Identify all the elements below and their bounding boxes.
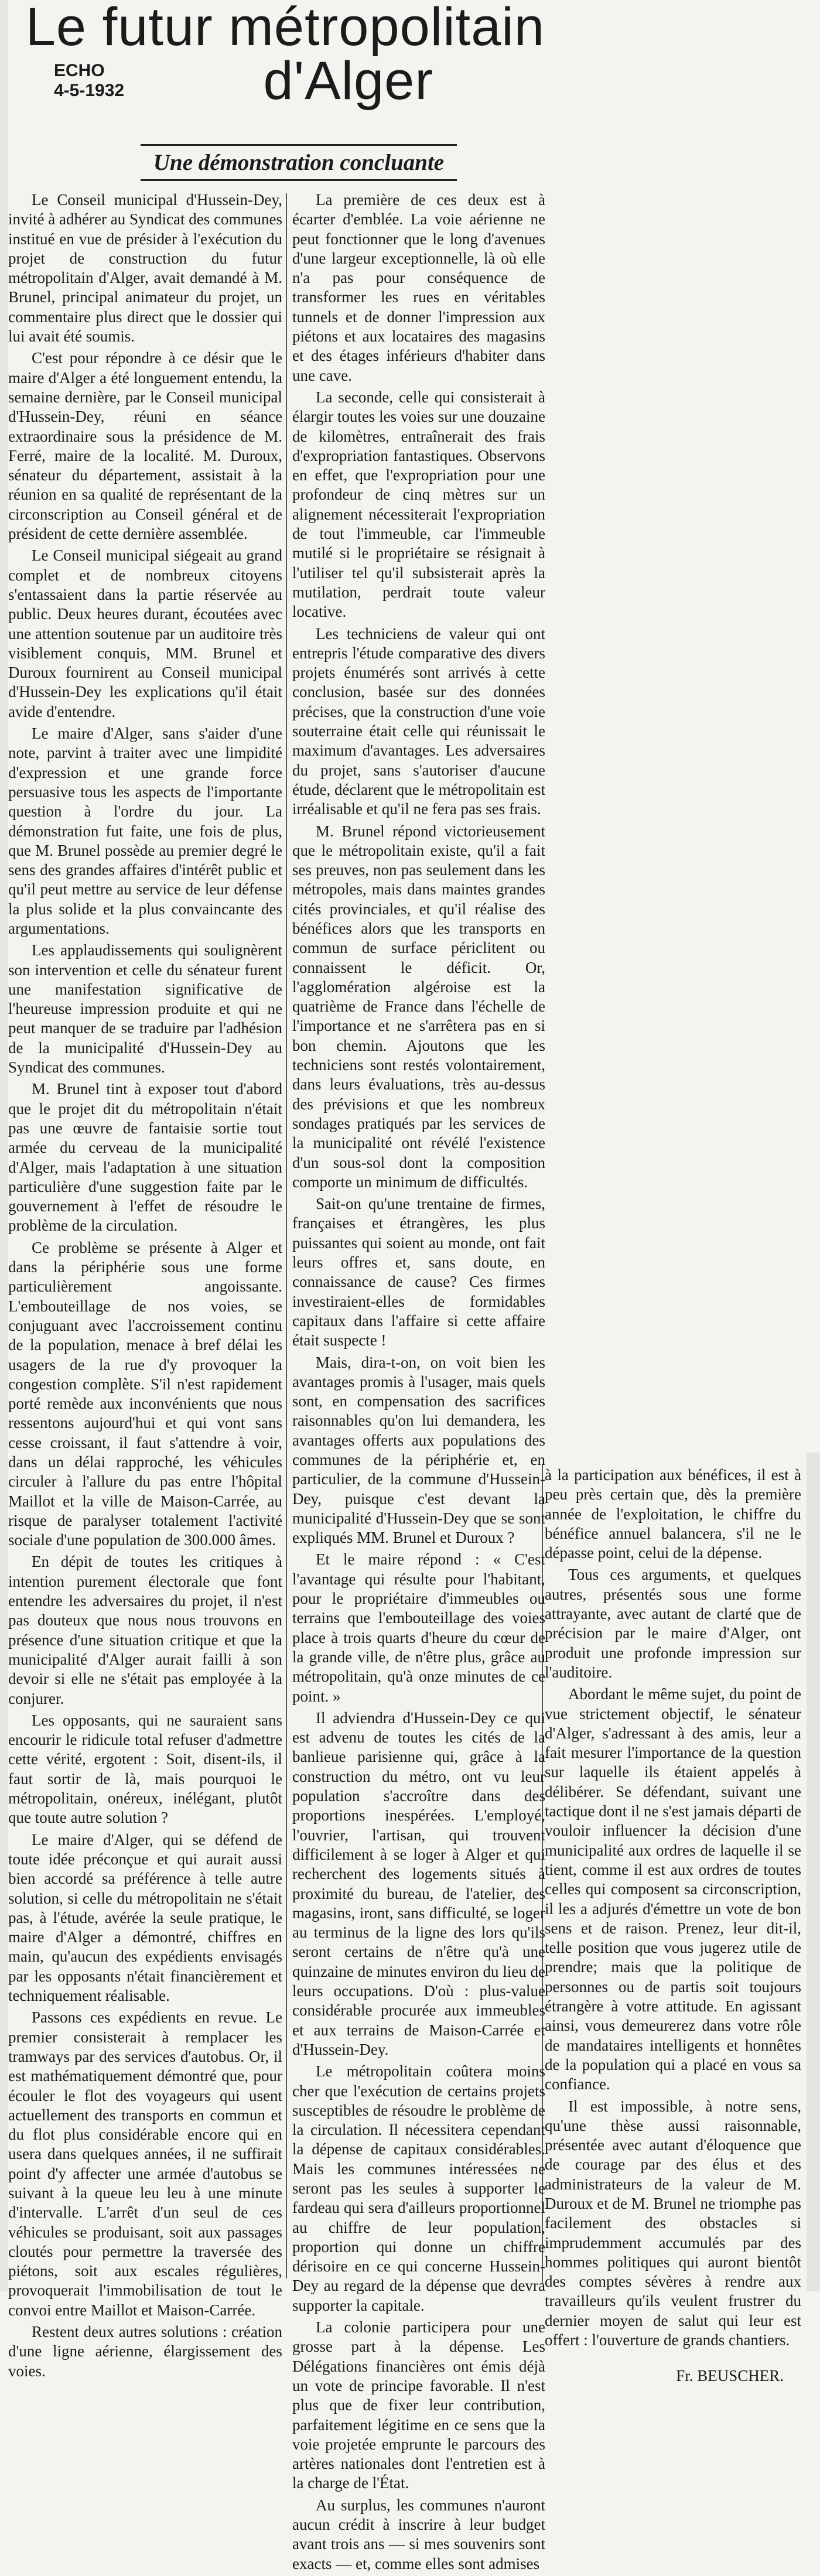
paragraph: Le métropolitain coûtera moins cher que l'exécution de certains projets susceptibles de résoudre le problème de la circulation. Il nécessitera cependant la dépense de capitaux considérables. Mais les communes intéressées ne seront pas les seules à supporter le fardeau qui sera d'ailleurs proportionnel au chiffre de leur population, proportion qui donne un chiffre dérisoire en ce qui concerne Hussein-Dey au regard de la dépense que devra supporter la capitale. [292, 2062, 545, 2314]
paragraph: Au surplus, les communes n'auront aucun crédit à inscrire à leur budget avant trois ans — si mes souvenirs sont exacts — et, comme elles sont admises [292, 2496, 545, 2572]
author-signature: Fr. BEUSCHER. [676, 2367, 784, 2385]
paragraph: Sait-on qu'une trentaine de firmes, françaises et étrangères, les plus puissantes qui soient au monde, ont fait leurs offres et, sans doute, en connaissance de cause? Ces firmes investiraient-elles de formidables capitaux dans l'affaire si cette affaire était suspecte ! [292, 1195, 545, 1350]
paragraph: M. Brunel répond victorieusement que le métropolitain existe, qu'il a fait ses preuves, non pas seulement dans les métropoles, mais dans maintes grandes cités provinciales, et qu'il réalise des bénéfices alors que les transports en commun de surface périclitent ou connaissent le déficit. Or, l'agglomération algéroise est la quatrième de France dans l'échelle de l'importance et ne s'arrêtera pas en si bon chemin. Ajoutons que les techniciens sont restés volontairement, dans leurs évaluations, très au-dessus des prévisions et que les nombreux sondages pratiqués par les services de la municipalité ont révélé l'existence d'un sous-sol dont la composition comporte un minimum de difficultés. [292, 822, 545, 1191]
source-name: ECHO [54, 61, 105, 80]
paragraph: Restent deux autres solutions : création d'une ligne aérienne, élargissement des voies. [8, 2323, 282, 2380]
paragraph: Passons ces expédients en revue. Le premier consisterait à remplacer les tramways par des services d'autobus. Or, il est mathématiquement démontré que, pour écouler le flot des voyageurs qui usent actuellement des transports en commun et du flot plus considérable encore qui en usera dans quelques années, il ne suffirait point d'y affecter une armée d'autobus se suivant à la queue leu leu à une minute d'intervalle. L'arrêt d'un seul de ces véhicules se produisant, soit aux passages cloutés pour permettre la traversée des piétons, soit aux escales régulières, provoquerait l'immobilisation de tout le convoi entre Maillot et Maison-Carrée. [8, 2008, 282, 2319]
paragraph: Tous ces arguments, et quelques autres, présentés sous une forme attrayante, avec autant de clarté que de précision par le maire d'Alger, ont produit une profonde impression sur l'auditoire. [545, 1566, 801, 1681]
paragraph: Les applaudissements qui soulignèrent son intervention et celle du sénateur furent une manifestation significative de l'heureuse impression produite et qui ne peut manquer de se traduire par l'adhésion de la municipalité d'Hussein-Dey au Syndicat des communes. [8, 941, 282, 1077]
scan-edge-shadow [0, 0, 8, 2291]
paragraph: Abordant le même sujet, du point de vue strictement objectif, le sénateur d'Alger, s'adressant à des amis, leur a fait mesurer l'importance de la question sur laquelle ils étaient appelés à délibérer. Se défendant, suivant une tactique dont il ne s'est jamais départi de vouloir influencer la décision d'une municipalité aux ordres de laquelle il se tient, comme il est aux ordres de toutes celles qui composent sa circonscription, il les a adjurés d'émettre un vote de bon sens et de raison. Prenez, leur dit-il, telle position que vous jugerez utile de prendre; mais que la politique de personnes ou de partis soit toujours étrangère à votre attitude. En agissant ainsi, vous demeurerez dans votre rôle de mandataires intelligents et honnêtes de la population qui a placé en vous sa confiance. [545, 1685, 801, 2093]
paragraph: Et le maire répond : « C'est l'avantage qui résulte pour l'habitant, pour le propriétaire d'immeubles ou terrains que l'embouteillage des voies place à trois quarts d'heure du cœur de la grande ville, de n'être plus, grâce au métropolitain, qu'à onze minutes de ce point. » [292, 1550, 545, 1705]
paragraph: à la participation aux bénéfices, il est à peu près certain que, dès la première année de l'exploitation, le chiffre du bénéfice annuel balancera, s'il ne le dépasse point, celui de la dépense. [545, 1466, 801, 1562]
paragraph: Le Conseil municipal siégeait au grand complet et de nombreux citoyens s'entassaient dans la partie réservée au public. Deux heures durant, écoutées avec une attention soutenue par un auditoire très visiblement conquis, MM. Brunel et Duroux fournirent au Conseil municipal d'Hussein-Dey les explications qu'il était avide d'entendre. [8, 546, 282, 720]
paragraph: Il est impossible, à notre sens, qu'une thèse aussi raisonnable, présentée avec autant d'éloquence que de courage par des élus et des administrateurs de la valeur de M. Duroux et de M. Brunel ne triomphe pas facilement des obstacles si imprudemment accumulés par des hommes politiques qui auront bientôt des comptes sévères à rendre aux travailleurs qu'ils veulent frustrer du dernier moyen de salut qui leur est offert : l'ouverture de grands chantiers. [545, 2097, 801, 2349]
paragraph: C'est pour répondre à ce désir que le maire d'Alger a été longuement entendu, la semaine dernière, par le Conseil municipal d'Hussein-Dey, réuni en séance extraordinaire sous la présidence de M. Ferré, maire de la localité. M. Duroux, sénateur du département, assistait à la réunion en sa qualité de représentant de la circonscription au Conseil général et de président de cette dernière assemblée. [8, 349, 282, 543]
clipping-source-label [54, 61, 124, 101]
headline-line-1: Le futur métropolitain [25, 0, 545, 57]
headline-line-2: d'Alger [263, 51, 433, 111]
paragraph: Il adviendra d'Hussein-Dey ce qui est advenu de toutes les cités de la banlieue parisienne qui, grâce à la construction du métro, ont vu leur population s'accroître dans des proportions inespérées. L'employé, l'ouvrier, l'artisan, qui trouvent difficilement à se loger à Alger et qui recherchent des logements situés à proximité du bureau, de l'atelier, des magasins, iront, sans difficulté, se loger au terminus de la ligne des lors qu'ils seront certains de n'être qu'à une quinzaine de minutes environ du lieu de leurs occupations. D'où : plus-value considérable procurée aux immeubles et aux terrains de Maison-Carrée et d'Hussein-Dey. [292, 1709, 545, 2058]
paragraph: La colonie participera pour une grosse part à la dépense. Les Délégations financières ont émis déjà un vote de principe favorable. Il n'est plus que de fixer leur contribution, parfaitement légitime en ce sens que la voie projetée emprunte le parcours des artères nationales dont l'entretien est à la charge de l'État. [292, 2318, 545, 2492]
column-1 [8, 190, 282, 2383]
column-3 [545, 1465, 801, 2386]
paragraph: Le maire d'Alger, qui se défend de toute idée préconçue et qui aurait aussi bien accordé sa préférence à telle autre solution, si celle du métropolitain ne s'était pas, à l'étude, avérée la seule pratique, le maire d'Alger a démontré, chiffres en main, qu'aucun des expédients envisagés par les opposants n'était financièrement et techniquement réalisable. [8, 1830, 282, 2005]
paragraph: Les techniciens de valeur qui ont entrepris l'étude comparative des divers projets énumérés sont arrivés à cette conclusion, basée sur des données précises, que la construction d'une voie souterraine était celle qui réunissait le maximum d'avantages. Les adversaires du projet, sans s'autoriser d'aucune étude, déclarent que le métropolitain est irréalisable et qu'il ne fera pas ses frais. [292, 624, 545, 818]
column-2 [292, 190, 545, 2576]
adjacent-clipping-edge [807, 1453, 820, 2291]
subhead-rule-top [141, 144, 457, 146]
paragraph: Le Conseil municipal d'Hussein-Dey, invité à adhérer au Syndicat des communes institué en vue de présider à l'exécution du projet de construction du futur métropolitain d'Alger, avait demandé à M. Brunel, principal animateur du projet, un commentaire plus direct que le dossier qui lui avait été soumis. [8, 191, 282, 346]
subhead-rule-bottom [141, 179, 457, 181]
source-date: 4-5-1932 [54, 81, 125, 100]
paragraph: Mais, dira-t-on, on voit bien les avantages promis à l'usager, mais quels sont, en compensation des sacrifices raisonnables qu'on lui demandera, les avantages offerts aux populations des communes de la périphérie et, en particulier, de la commune d'Hussein-Dey, puisque c'est devant la municipalité d'Hussein-Dey que se sont expliqués MM. Brunel et Duroux ? [292, 1353, 545, 1547]
paragraph: M. Brunel tint à exposer tout d'abord que le projet dit du métropolitain n'était pas une œuvre de fantaisie sortie tout armée du cerveau de la municipalité d'Alger, mais l'adaptation à une situation particulière d'une suggestion faite par le gouvernement à l'effet de résoudre le problème de la circulation. [8, 1080, 282, 1235]
column-divider-1 [286, 193, 287, 2278]
subheadline: Une démonstration concluante [153, 150, 445, 175]
paragraph: Le maire d'Alger, sans s'aider d'une note, parvint à traiter avec une limpidité d'expression et une grande force persuasive tous les aspects de l'importante question à l'ordre du jour. La démonstration fut faite, une fois de plus, que M. Brunel possède au premier degré le sens des grandes affaires d'intérêt public et qu'il peut mettre au service de leur défense la plus solide et la plus convaincante des argumentations. [8, 725, 282, 937]
paragraph: Ce problème se présente à Alger et dans la périphérie sous une forme particulièrement angoissante. L'embouteillage de nos voies, se conjuguant avec l'accroissement continu de la population, menace à bref délai les usagers de la rue d'y provoquer la congestion complète. S'il n'est rapidement porté remède aux inconvénients que nous ressentons aujourd'hui et qui vont sans cesse croissant, il faut s'attendre à voir, dans un délai rapproché, les véhicules circuler à l'allure du pas entre l'hôpital Maillot et la ville de Maison-Carrée, au risque de paralyser totalement l'activité sociale d'une population de 300.000 âmes. [8, 1238, 282, 1549]
paragraph: En dépit de toutes les critiques à intention purement électorale que font entendre les adversaires du projet, il n'est pas douteux que nous nous trouvons en présence d'une situation critique et que la municipalité d'Alger aurait failli à son devoir si elle ne s'était pas employée à la conjurer. [8, 1553, 282, 1707]
paragraph: La première de ces deux est à écarter d'emblée. La voie aérienne ne peut fonctionner que le long d'avenues d'une largeur exceptionnelle, là où elle n'a pas pour conséquence de transformer les rues en véritables tunnels et de donner l'impression aux piétons et aux locataires des magasins et des étages inférieurs d'habiter dans une cave. [292, 191, 545, 384]
paragraph: La seconde, celle qui consisterait à élargir toutes les voies sur une douzaine de kilomètres, entraînerait des frais d'expropriation fantastiques. Observons en effet, que l'expropriation pour une profondeur de cinq mètres sur un alignement nécessiterait l'expropriation de tout l'immeuble, car l'immeuble mutilé si le propriétaire se résignait à l'utiliser tel qu'il subsisterait après la mutilation, perdrait toute valeur locative. [292, 388, 545, 621]
paragraph: Les opposants, qui ne sauraient sans encourir le ridicule total refuser d'admettre cette vérité, ergotent : Soit, disent-ils, il faut sortir de là, mais pourquoi le métropolitain, onéreux, inélégant, plutôt que toute autre solution ? [8, 1711, 282, 1827]
